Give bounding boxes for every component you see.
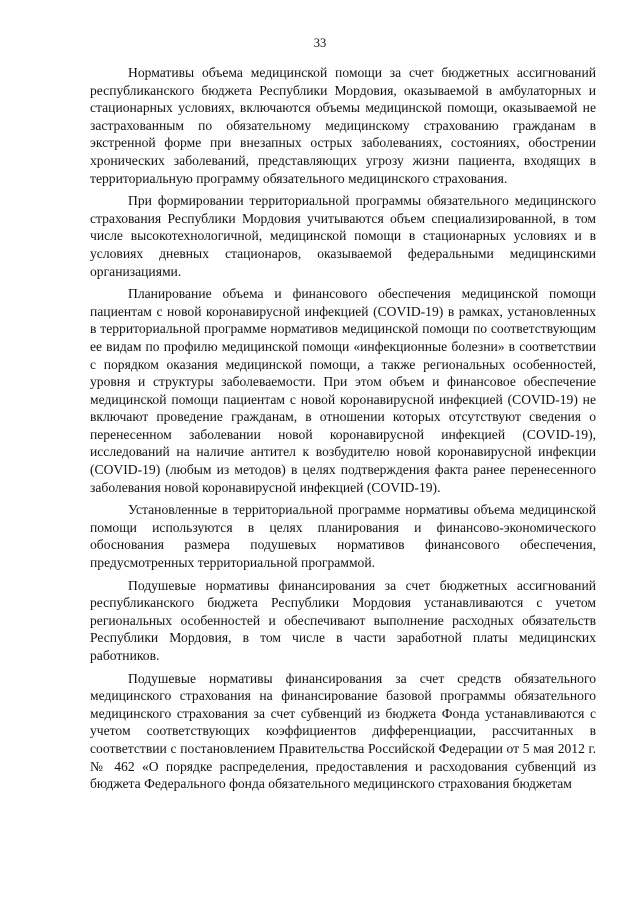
paragraph-covid-planning: Планирование объема и финансового обеспечения медицинской помощи пациентам с новой коронавирусной инфекцией (COVID-19) в рамках, установленных в территориальной программе нормативов медицинской помощи по соответствующим ее видам по профилю медицинской помощи «инфекционные болезни» в соответствии с порядком оказания медицинской помощи, а также региональных особенностей, уровня и структуры заболеваемости. При этом объем и финансовое обеспечение медицинской помощи пациентам с новой коронавирусной инфекцией (COVID-19) не включают проведение гражданам, в отношении которых отсутствуют сведения о перенесенном заболевании новой коронавирусной инфекцией (COVID-19), исследований на наличие антител к возбудителю новой коронавирусной инфекции (COVID-19) (любым из методов) в целях подтверждения факта ранее перенесенного заболевания новой коронавирусной инфекцией (COVID-19). bbox=[90, 286, 596, 495]
paragraph-volume-norms-usage: Установленные в территориальной программе нормативы объема медицинской помощи используются в целях планирования и финансово-экономического обоснования размера подушевых нормативов финансового обеспечения, предусмотренных территориальной программой. bbox=[90, 502, 596, 571]
page-number: 33 bbox=[313, 36, 327, 50]
paragraph-insurance-per-capita-norms: Подушевые нормативы финансирования за счет средств обязательного медицинского страхования на финансирование базовой программы обязательного медицинского страхования за счет субвенций из бюджета Фонда устанавливаются с учетом соответствующих коэффициентов дифференциации, рассчитанных в соответствии с постановлением Правительства Российской Федерации от 5 мая 2012 г. № 462 «О порядке распределения, предоставления и расходования субвенций из бюджета Федерального фонда обязательного медицинского страхования бюджетам bbox=[90, 670, 596, 792]
paragraph-emergency-care-volumes: Нормативы объема медицинской помощи за счет бюджетных ассигнований республиканского бюджета Республики Мордовия, оказываемой в амбулаторных и стационарных условиях, включаются объемы медицинской помощи, оказываемой не застрахованным по обязательному медицинскому страхованию гражданам в экстренной форме при внезапных острых заболеваниях, состояниях, обострении хронических заболеваний, представляющих угрозу жизни пациента, входящих в территориальную программу обязательного медицинского страхования. bbox=[90, 65, 596, 186]
paragraph-budget-per-capita-norms: Подушевые нормативы финансирования за счет бюджетных ассигнований республиканского бюджета Республики Мордовия устанавливаются с учетом региональных особенностей и обеспечивают выполнение расходных обязательств Республики Мордовия, в том числе в части заработной платы медицинских работников. bbox=[90, 577, 596, 663]
document-body bbox=[90, 64, 596, 798]
paragraph-federal-organizations: При формировании территориальной программы обязательного медицинского страхования Республики Мордовия учитываются объем специализированной, в том числе высокотехнологичной, медицинской помощи в стационарных условиях и в условиях дневных стационаров, оказываемой федеральными медицинскими организациями. bbox=[90, 193, 596, 279]
